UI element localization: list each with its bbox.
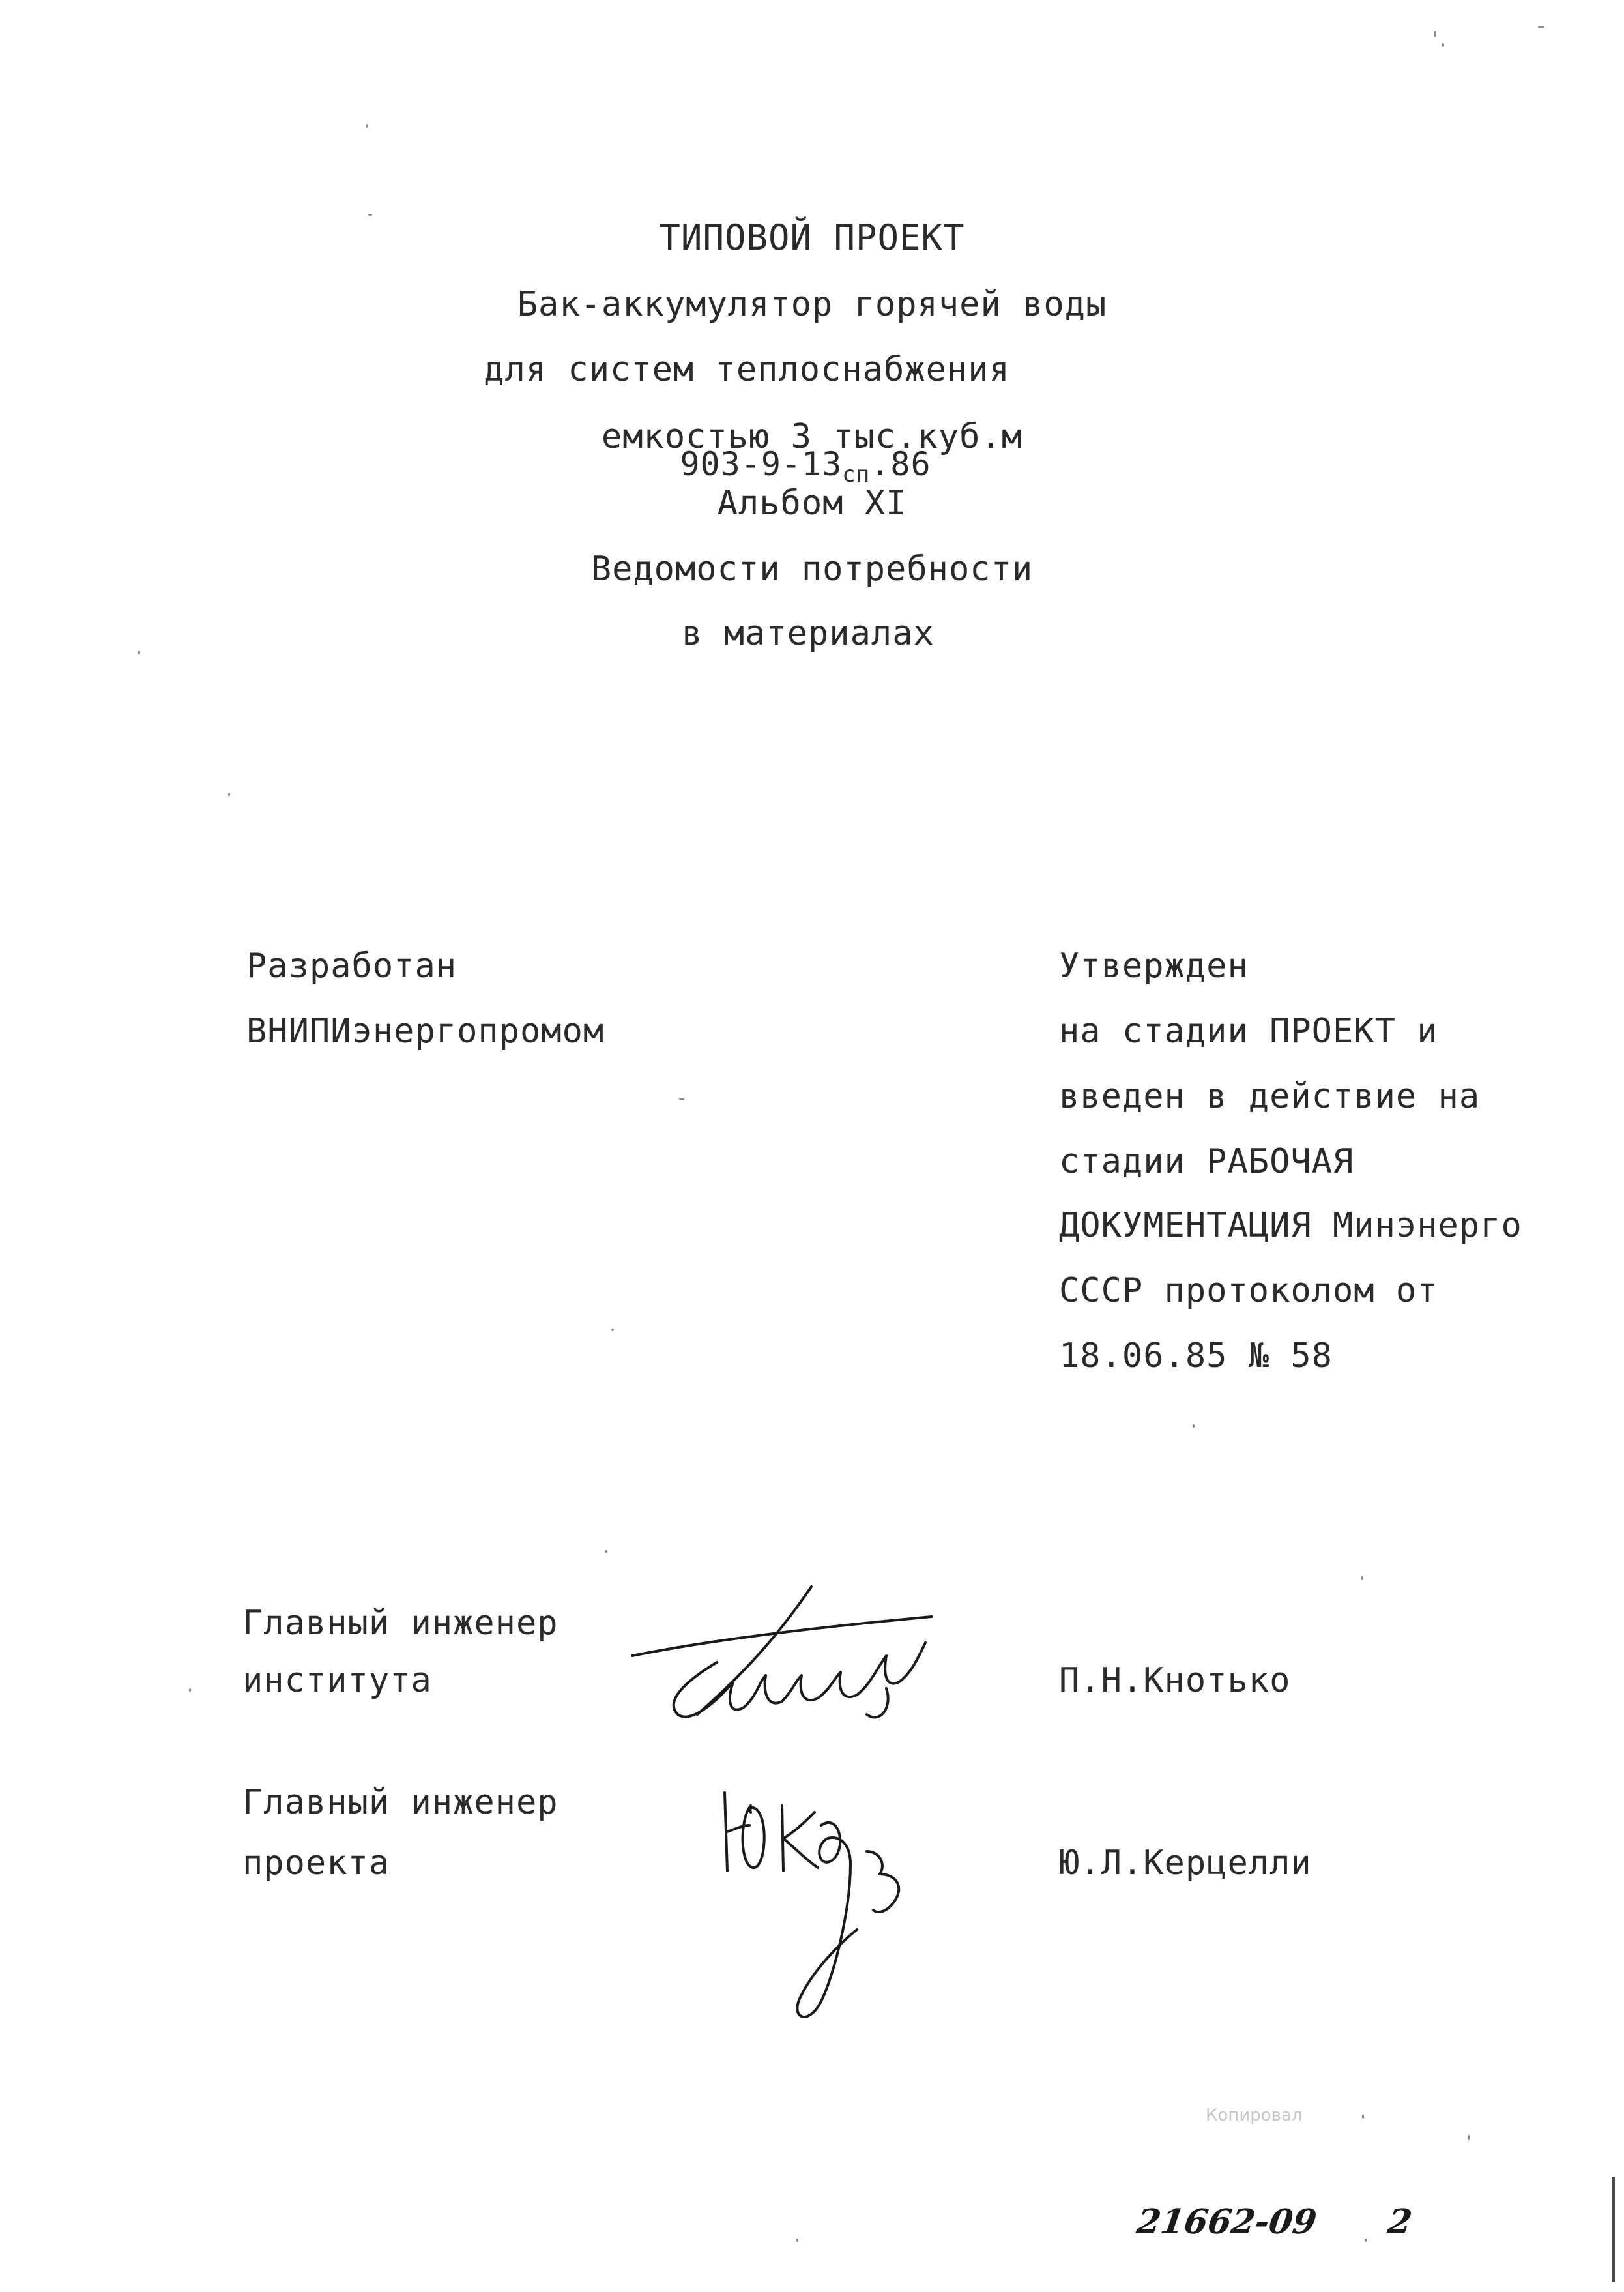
subject-line-1: Ведомости потребности	[590, 550, 1034, 589]
inventory-number: 21662-09	[1134, 2202, 1320, 2242]
signature-1-image	[619, 1578, 958, 1734]
developer-label: Разработан	[246, 947, 457, 986]
scan-speck	[1193, 1424, 1195, 1428]
signatory-1-name: П.Н.Кнотько	[1059, 1661, 1291, 1700]
approval-line: СССР протоколом от	[1059, 1271, 1438, 1310]
scan-speck	[366, 124, 368, 128]
subject-line-2: в материалах	[682, 614, 935, 653]
signatory-2-role-line-2: проекта	[242, 1844, 390, 1883]
scan-speck	[189, 1688, 191, 1692]
scan-speck	[1442, 43, 1444, 47]
signatory-1-role-line-2: института	[242, 1661, 432, 1700]
title-line-3: емкостью 3 тыс.куб.м	[601, 417, 1023, 456]
designation-sub: сп	[842, 462, 871, 488]
signatory-2-role-line-1: Главный инженер	[242, 1783, 558, 1822]
signatory-1-role-line-1: Главный инженер	[242, 1604, 558, 1643]
designation-main: 903-9-13	[680, 445, 843, 483]
faint-stamp-text: Копировал	[1206, 2106, 1303, 2125]
title-line-1: Бак-аккумулятор горячей воды	[517, 285, 1107, 324]
title-line-2: для систем теплоснабжения	[484, 350, 1010, 389]
designation-year: .86	[870, 445, 931, 483]
project-type-heading: ТИПОВОЙ ПРОЕКТ	[659, 217, 965, 258]
approval-line: Утвержден	[1059, 947, 1249, 986]
signatory-2-name: Ю.Л.Керцелли	[1059, 1844, 1312, 1883]
scan-edge-mark	[1612, 2177, 1615, 2282]
scan-speck	[1434, 31, 1436, 37]
scan-speck	[138, 651, 140, 654]
scan-speck	[1362, 2115, 1364, 2119]
scan-speck	[1365, 2239, 1367, 2242]
approval-line: введен в действие на	[1059, 1077, 1481, 1116]
developer-organization: ВНИПИэнергопромом	[246, 1012, 605, 1051]
scan-speck	[228, 793, 230, 796]
sheet-number: 2	[1385, 2202, 1415, 2242]
approval-line: ДОКУМЕНТАЦИЯ Минэнерго	[1059, 1206, 1522, 1245]
approval-line: 18.06.85 № 58	[1059, 1336, 1333, 1375]
approval-line: на стадии ПРОЕКТ и	[1059, 1012, 1438, 1051]
scan-speck	[611, 1329, 614, 1331]
approval-line: стадии РАБОЧАЯ	[1059, 1142, 1354, 1181]
scan-speck	[1538, 26, 1544, 28]
scan-speck	[1361, 1576, 1363, 1580]
scan-speck	[796, 2239, 798, 2242]
signature-2-image	[710, 1780, 925, 2034]
scan-speck	[605, 1550, 607, 1553]
scan-speck	[368, 214, 372, 216]
scan-speck	[1468, 2135, 1470, 2140]
scan-speck	[679, 1098, 684, 1100]
album-number: Альбом XI	[717, 484, 907, 523]
